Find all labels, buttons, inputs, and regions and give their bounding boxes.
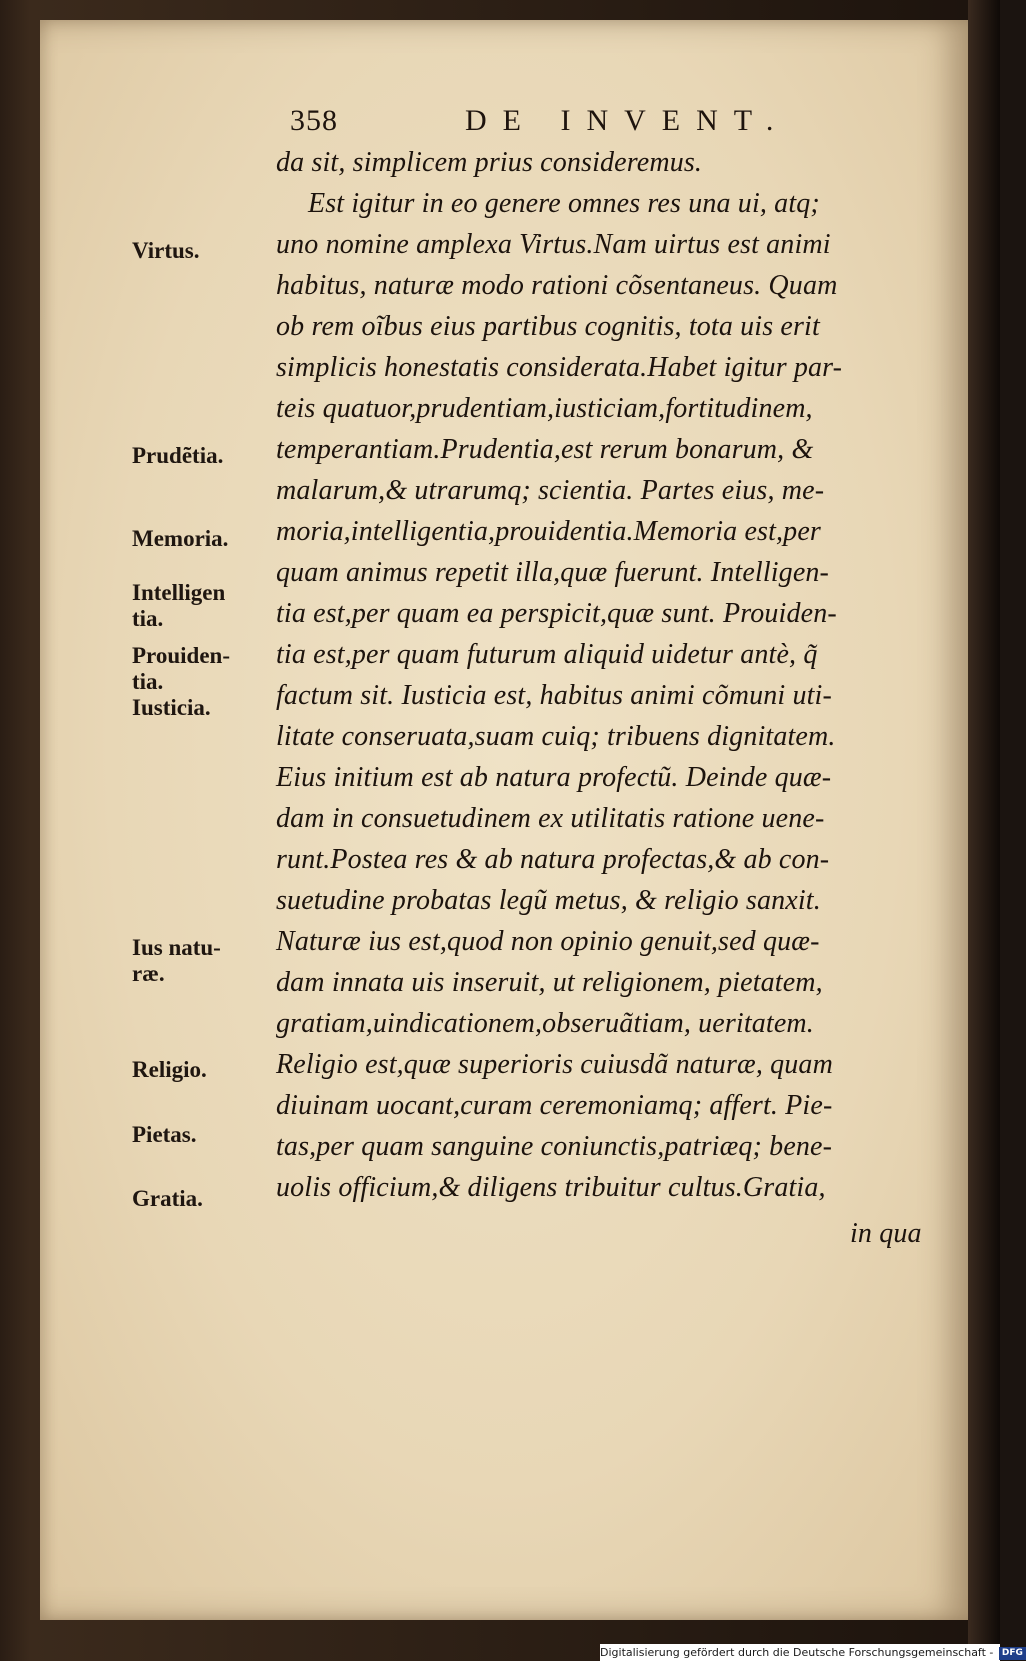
text-line: suetudine probatas legũ metus, & religio sanxit. bbox=[276, 885, 821, 916]
text-line: da sit, simplicem prius consideremus. bbox=[276, 147, 703, 178]
margin-note-pietas: Pietas. bbox=[132, 1122, 197, 1147]
text-line: habitus, naturæ modo rationi cõsentaneus. Quam bbox=[276, 270, 838, 301]
margin-note-iusticia: Iusticia. bbox=[132, 695, 211, 720]
running-title: DE INVENT. bbox=[465, 104, 790, 137]
text-line: uno nomine amplexa Virtus.Nam uirtus est animi bbox=[276, 229, 831, 260]
text-line: dam innata uis inseruit, ut religionem, pietatem, bbox=[276, 967, 823, 998]
text-line: gratiam,uindicationem,obseruãtiam, ueritatem. bbox=[276, 1008, 814, 1039]
text-line: Est igitur in eo genere omnes res una ui, atq; bbox=[308, 188, 820, 219]
digitization-credit bbox=[600, 1644, 1023, 1661]
margin-note-virtus: Virtus. bbox=[132, 238, 200, 263]
text-line: dam in consuetudinem ex utilitatis ratione uene- bbox=[276, 803, 825, 834]
text-line: Naturæ ius est,quod non opinio genuit,sed quæ- bbox=[276, 926, 820, 957]
margin-note-gratia: Gratia. bbox=[132, 1186, 203, 1211]
margin-note-religio: Religio. bbox=[132, 1057, 207, 1082]
margin-note-ius-naturae: Ius natu- ræ. bbox=[132, 935, 221, 986]
text-line: factum sit. Iusticia est, habitus animi cõmuni uti- bbox=[276, 680, 832, 711]
text-line: temperantiam.Prudentia,est rerum bonarum, & bbox=[276, 434, 814, 465]
text-line: Eius initium est ab natura profectũ. Deinde quæ- bbox=[276, 762, 832, 793]
text-line: tas,per quam sanguine coniunctis,patriæq; bene- bbox=[276, 1131, 833, 1162]
margin-note-prouidentia: Prouiden- tia. bbox=[132, 643, 230, 694]
text-line: uolis officium,& diligens tribuitur cultus.Gratia, bbox=[276, 1172, 826, 1203]
margin-note-prudentia: Prudẽtia. bbox=[132, 443, 224, 468]
text-line: runt.Postea res & ab natura profectas,& ab con- bbox=[276, 844, 830, 875]
text-line: diuinam uocant,curam ceremoniamq; affert. Pie- bbox=[276, 1090, 833, 1121]
catchword: in qua bbox=[850, 1218, 922, 1249]
text-line: litate conseruata,suam cuiq; tribuens dignitatem. bbox=[276, 721, 836, 752]
text-line: simplicis honestatis considerata.Habet igitur par- bbox=[276, 352, 843, 383]
page-number: 358 bbox=[290, 104, 338, 137]
text-line: malarum,& utrarumq; scientia. Partes eius, me- bbox=[276, 475, 825, 506]
margin-note-intelligentia: Intelligen tia. bbox=[132, 580, 226, 631]
book-edge bbox=[968, 0, 1000, 1661]
text-line: tia est,per quam ea perspicit,quæ sunt. Prouiden- bbox=[276, 598, 837, 629]
text-line: tia est,per quam futurum aliquid uidetur antè, q̃ bbox=[276, 639, 818, 670]
text-line: ob rem oĩbus eius partibus cognitis, tota uis erit bbox=[276, 311, 820, 342]
text-line: moria,intelligentia,prouidentia.Memoria est,per bbox=[276, 516, 821, 547]
text-line: quam animus repetit illa,quæ fuerunt. Intelligen- bbox=[276, 557, 830, 588]
dfg-logo: DFG bbox=[999, 1647, 1026, 1660]
margin-note-memoria: Memoria. bbox=[132, 526, 229, 551]
text-line: teis quatuor,prudentiam,iusticiam,fortitudinem, bbox=[276, 393, 813, 424]
credit-text: Digitalisierung gefördert durch die Deutsche Forschungsgemeinschaft - bbox=[600, 1646, 994, 1659]
text-line: Religio est,quæ superioris cuiusdã naturæ, quam bbox=[276, 1049, 833, 1080]
